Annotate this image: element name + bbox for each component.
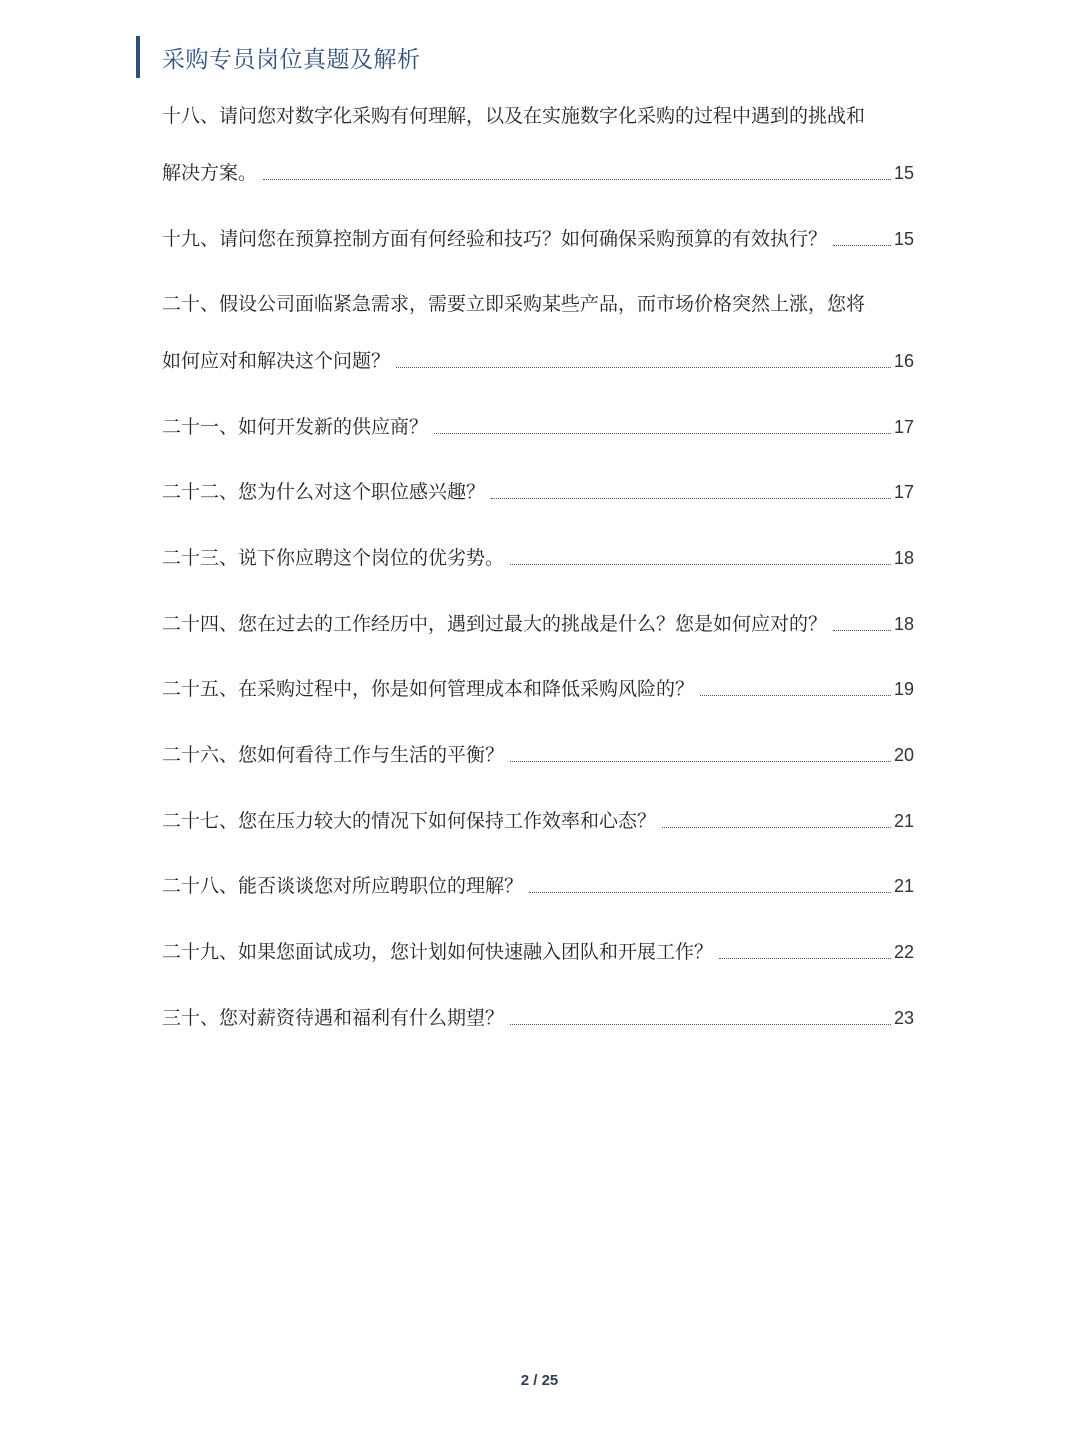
toc-page-number: 16 xyxy=(893,351,914,371)
header-accent-bar xyxy=(136,36,140,78)
toc-entry-text: 解决方案。 xyxy=(162,162,258,184)
toc-entry-20[interactable] xyxy=(162,346,914,376)
toc-entry-18-line1[interactable] xyxy=(162,101,914,131)
document-header xyxy=(136,36,421,78)
toc-page-number: 15 xyxy=(893,163,914,183)
toc-entry-26[interactable] xyxy=(162,740,914,770)
toc-entry-25[interactable] xyxy=(162,674,914,704)
toc-page-number: 21 xyxy=(893,876,914,896)
toc-entry-text: 如何应对和解决这个问题？ xyxy=(162,350,391,372)
toc-entry-text: 十九、请问您在预算控制方面有何经验和技巧？如何确保采购预算的有效执行？ xyxy=(162,228,828,250)
toc-leader-dots xyxy=(491,498,891,499)
toc-entry-23[interactable] xyxy=(162,543,914,573)
toc-page-number: 22 xyxy=(893,942,914,962)
toc-page-number: 15 xyxy=(893,229,914,249)
toc-page-number: 20 xyxy=(893,745,914,765)
toc-entry-text: 二十、假设公司面临紧急需求，需要立即采购某些产品，而市场价格突然上涨，您将 xyxy=(162,293,866,315)
toc-entry-text: 二十一、如何开发新的供应商？ xyxy=(162,416,429,438)
toc-page-number: 21 xyxy=(893,811,914,831)
toc-entry-30[interactable] xyxy=(162,1003,914,1033)
toc-entry-27[interactable] xyxy=(162,806,914,836)
toc-leader-dots xyxy=(263,179,891,180)
toc-leader-dots xyxy=(719,958,891,959)
toc-entry-18[interactable] xyxy=(162,158,914,188)
toc-leader-dots xyxy=(833,245,891,246)
toc-page-number: 17 xyxy=(893,482,914,502)
toc-page-number: 18 xyxy=(893,548,914,568)
toc-entry-text: 三十、您对薪资待遇和福利有什么期望？ xyxy=(162,1007,505,1029)
toc-entry-text: 二十九、如果您面试成功，您计划如何快速融入团队和开展工作？ xyxy=(162,941,714,963)
toc-page-number: 23 xyxy=(893,1008,914,1028)
toc-entry-text: 二十二、您为什么对这个职位感兴趣？ xyxy=(162,481,486,503)
toc-leader-dots xyxy=(833,630,891,631)
toc-entry-text: 十八、请问您对数字化采购有何理解，以及在实施数字化采购的过程中遇到的挑战和 xyxy=(162,105,866,127)
toc-entry-21[interactable] xyxy=(162,412,914,442)
toc-leader-dots xyxy=(700,695,891,696)
toc-entry-22[interactable] xyxy=(162,477,914,507)
toc-entry-text: 二十八、能否谈谈您对所应聘职位的理解？ xyxy=(162,875,524,897)
toc-leader-dots xyxy=(434,433,891,434)
toc-entry-28[interactable] xyxy=(162,871,914,901)
toc-leader-dots xyxy=(510,1024,891,1025)
toc-entry-24[interactable] xyxy=(162,609,914,639)
toc-entry-19[interactable] xyxy=(162,224,914,254)
toc-entry-text: 二十三、说下你应聘这个岗位的优劣势。 xyxy=(162,547,505,569)
document-title: 采购专员岗位真题及解析 xyxy=(162,46,421,73)
toc-entry-text: 二十四、您在过去的工作经历中，遇到过最大的挑战是什么？您是如何应对的？ xyxy=(162,613,828,635)
toc-page-number: 18 xyxy=(893,614,914,634)
toc-entry-20-line1[interactable] xyxy=(162,289,914,319)
toc-leader-dots xyxy=(510,761,891,762)
toc-page-number: 17 xyxy=(893,417,914,437)
toc-page-number: 19 xyxy=(893,679,914,699)
toc-entry-text: 二十五、在采购过程中，你是如何管理成本和降低采购风险的？ xyxy=(162,678,695,700)
toc-leader-dots xyxy=(662,827,891,828)
toc-leader-dots xyxy=(529,892,891,893)
toc-leader-dots xyxy=(510,564,891,565)
toc-leader-dots xyxy=(396,367,891,368)
toc-entry-29[interactable] xyxy=(162,937,914,967)
page-indicator: 2 / 25 xyxy=(520,1372,559,1389)
toc-entry-text: 二十七、您在压力较大的情况下如何保持工作效率和心态？ xyxy=(162,810,657,832)
toc-entry-text: 二十六、您如何看待工作与生活的平衡？ xyxy=(162,744,505,766)
